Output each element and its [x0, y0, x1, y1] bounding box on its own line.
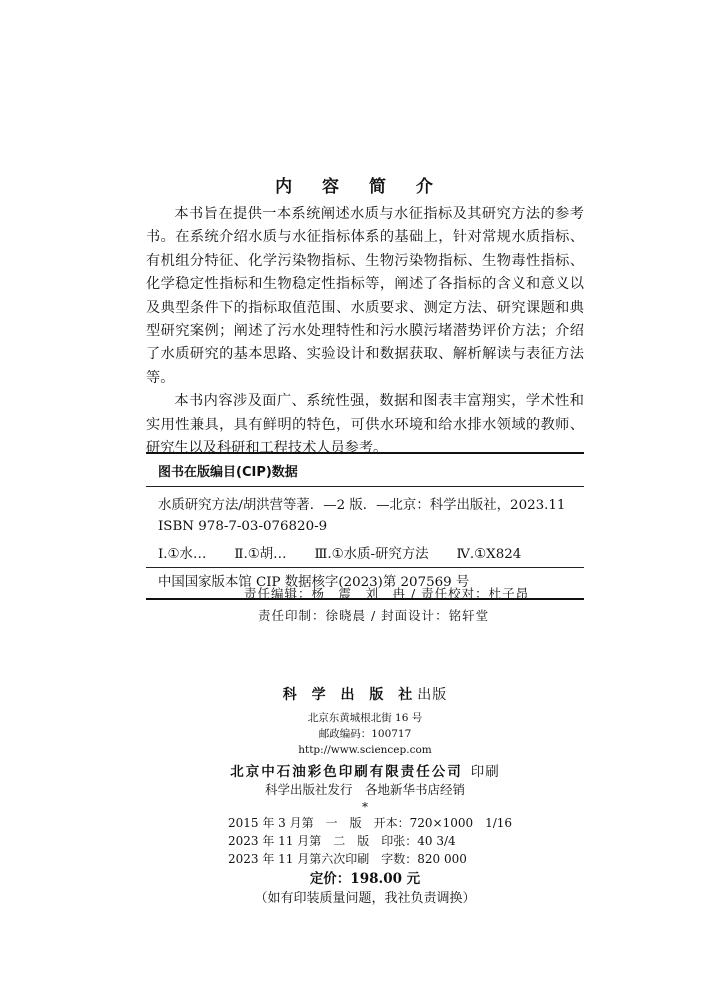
cip-record-line: 水质研究方法/胡洪营等著．—2 版．—北京：科学出版社，2023.11 — [158, 498, 566, 513]
publisher-name — [146, 684, 584, 704]
classification-item: Ⅲ.①水质-研究方法 — [314, 547, 429, 562]
cip-heading: 图书在版编目(CIP)数据 — [158, 465, 298, 480]
publisher-website: http://www.sciencep.com — [298, 744, 432, 756]
credits-production: 责任印制：徐晓晨 / 封面设计：铭轩堂 — [258, 608, 490, 623]
edition-row-2: 2023 年 11 月第 二 版 印张：40 3/4 — [228, 834, 456, 848]
abstract-paragraph-2: 本书内容涉及面广、系统性强，数据和图表丰富翔实，学术性和实用性兼具，具有鲜明的特色，可供水环境和给水排水领域的教师、研究生以及科研和工程技术人员参考。 — [146, 393, 584, 457]
cip-isbn: ISBN 978-7-03-076820-9 — [158, 519, 328, 534]
edition-row-3: 2023 年 11 月第六次印刷 字数：820 000 — [228, 852, 467, 866]
edition-info — [146, 814, 584, 868]
cip-classification — [146, 543, 584, 567]
quality-note: （如有印装质量问题，我社负责调换） — [254, 891, 476, 906]
separator-star: * — [362, 800, 368, 814]
abstract — [146, 203, 584, 460]
credits-editors: 责任编辑：杨 震 刘 冉 / 责任校对：杜子昂 — [244, 586, 530, 601]
abstract-paragraph-1: 本书旨在提供一本系统阐述水质与水征指标及其研究方法的参考书。在系统介绍水质与水征指标体系的基础上，针对常规水质指标、有机组分特征、化学污染物指标、生物污染物指标、生物毒性指标、化学稳定性指标和生物稳定性指标等，阐述了各指标的含义和意义以及典型条件下的指标取值范围、水质要求、测定方法、研究课题和典型研究案例；阐述了污水处理特性和污水膜污堵潜势评价方法；介绍了水质研究的基本思路、实验设计和数据获取、解析解读与表征方法等。 — [146, 206, 584, 386]
page-title: 内 容 简 介 — [275, 177, 445, 197]
printer — [146, 760, 584, 780]
price: 定价：198.00 元 — [309, 871, 421, 887]
publication-info — [146, 684, 584, 909]
edition-row-1: 2015 年 3 月第 一 版 开本：720×1000 1/16 — [228, 816, 513, 830]
classification-item: Ⅰ.①水… — [158, 547, 207, 562]
credits — [146, 583, 584, 627]
publisher-name-text: 科 学 出 版 社 — [282, 687, 418, 703]
classification-item: Ⅳ.①X824 — [456, 547, 522, 562]
publisher-address: 北京东黄城根北街 16 号 — [307, 712, 423, 724]
printer-name: 北京中石油彩色印刷有限责任公司 — [230, 764, 463, 780]
publisher-name-suffix: 出版 — [417, 687, 448, 703]
publisher-postcode: 邮政编码：100717 — [318, 728, 412, 740]
printer-suffix: 印刷 — [470, 764, 500, 780]
cip-number: 中国国家版本馆 CIP 数据核字(2023)第 207569 号 — [158, 575, 470, 590]
cip-block — [146, 452, 584, 600]
distribution: 科学出版社发行 各地新华书店经销 — [264, 782, 465, 797]
classification-item: Ⅱ.①胡… — [234, 547, 287, 562]
